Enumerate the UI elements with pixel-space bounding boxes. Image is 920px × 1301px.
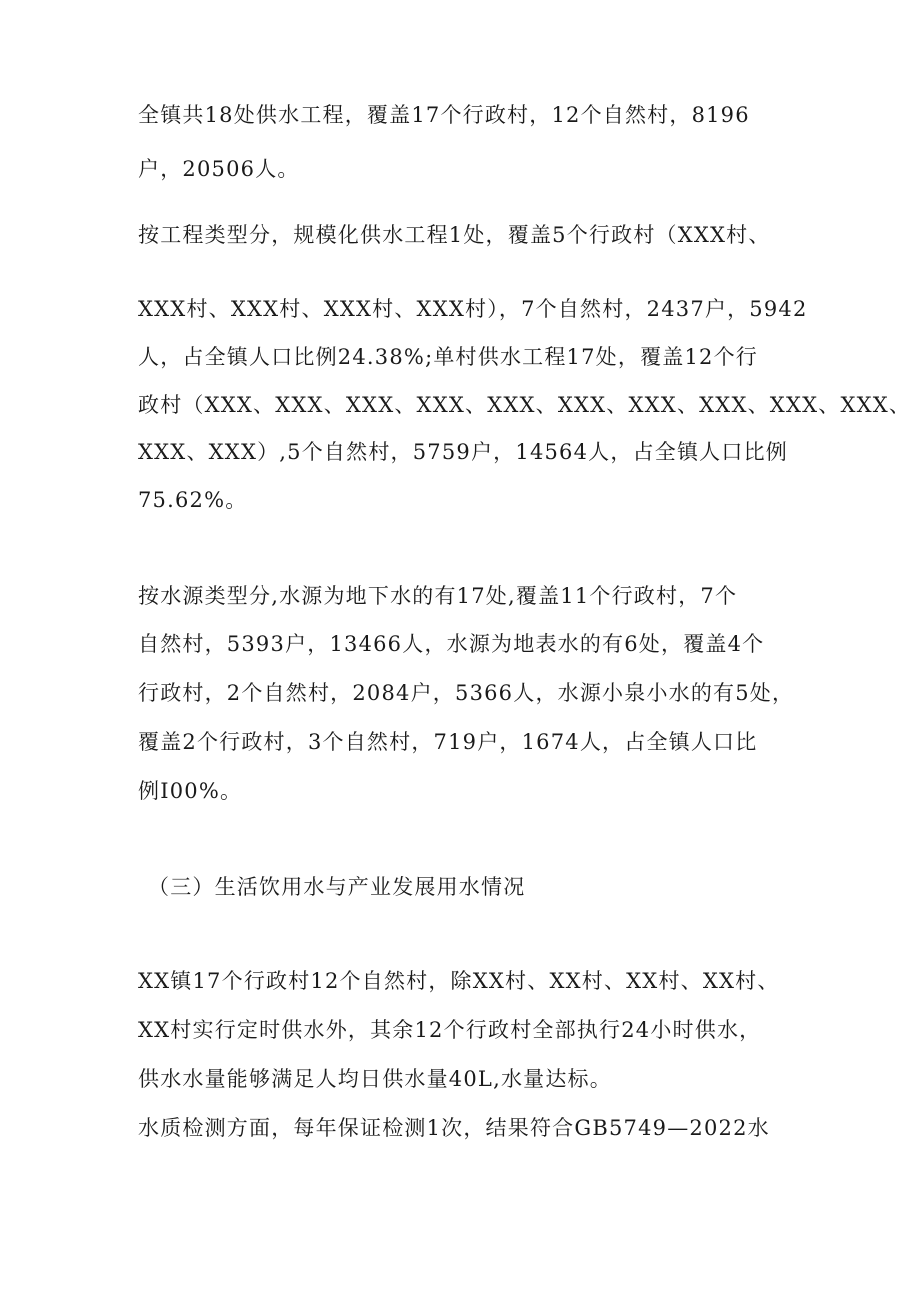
paragraph-2-line-5: XXX、XXX）,5个自然村，5759户，14564人，占全镇人口比例 <box>138 440 788 464</box>
paragraph-2-line-3: 人，占全镇人口比例24.38%;单村供水工程17处，覆盖12个行 <box>138 345 758 369</box>
paragraph-2-line-1: 按工程类型分，规模化供水工程1处，覆盖5个行政村（XXX村、 <box>138 223 771 247</box>
paragraph-4-line-4: 水质检测方面，每年保证检测1次，结果符合GB5749—2022水 <box>138 1116 770 1140</box>
paragraph-1-line-2: 户，20506人。 <box>138 157 300 181</box>
paragraph-4-line-1: XX镇17个行政村12个自然村，除XX村、XX村、XX村、XX村、 <box>138 969 780 993</box>
paragraph-2-line-6: 75.62%。 <box>138 488 248 512</box>
paragraph-3-line-3: 行政村，2个自然村，2084户，5366人，水源小泉小水的有5处， <box>138 681 795 705</box>
paragraph-3-line-5: 例I00%。 <box>138 779 243 803</box>
paragraph-3-line-4: 覆盖2个行政村，3个自然村，719户，1674人，占全镇人口比 <box>138 730 758 754</box>
paragraph-3-line-2: 自然村，5393户，13466人，水源为地表水的有6处，覆盖4个 <box>138 632 765 656</box>
paragraph-4-line-3: 供水水量能够满足人均日供水量40L,水量达标。 <box>138 1067 612 1091</box>
paragraph-2-line-2: XXX村、XXX村、XXX村、XXX村），7个自然村，2437户，5942 <box>138 297 808 321</box>
section-heading: （三）生活饮用水与产业发展用水情况 <box>148 875 526 899</box>
paragraph-4-line-2: XX村实行定时供水外，其余12个行政村全部执行24小时供水， <box>138 1018 762 1042</box>
paragraph-2-line-4: 政村（XXX、XXX、XXX、XXX、XXX、XXX、XXX、XXX、XXX、XXX、 <box>138 393 912 417</box>
paragraph-3-line-1: 按水源类型分,水源为地下水的有17处,覆盖11个行政村，7个 <box>138 584 738 608</box>
paragraph-1-line-1: 全镇共18处供水工程，覆盖17个行政村，12个自然村，8196 <box>138 103 750 127</box>
